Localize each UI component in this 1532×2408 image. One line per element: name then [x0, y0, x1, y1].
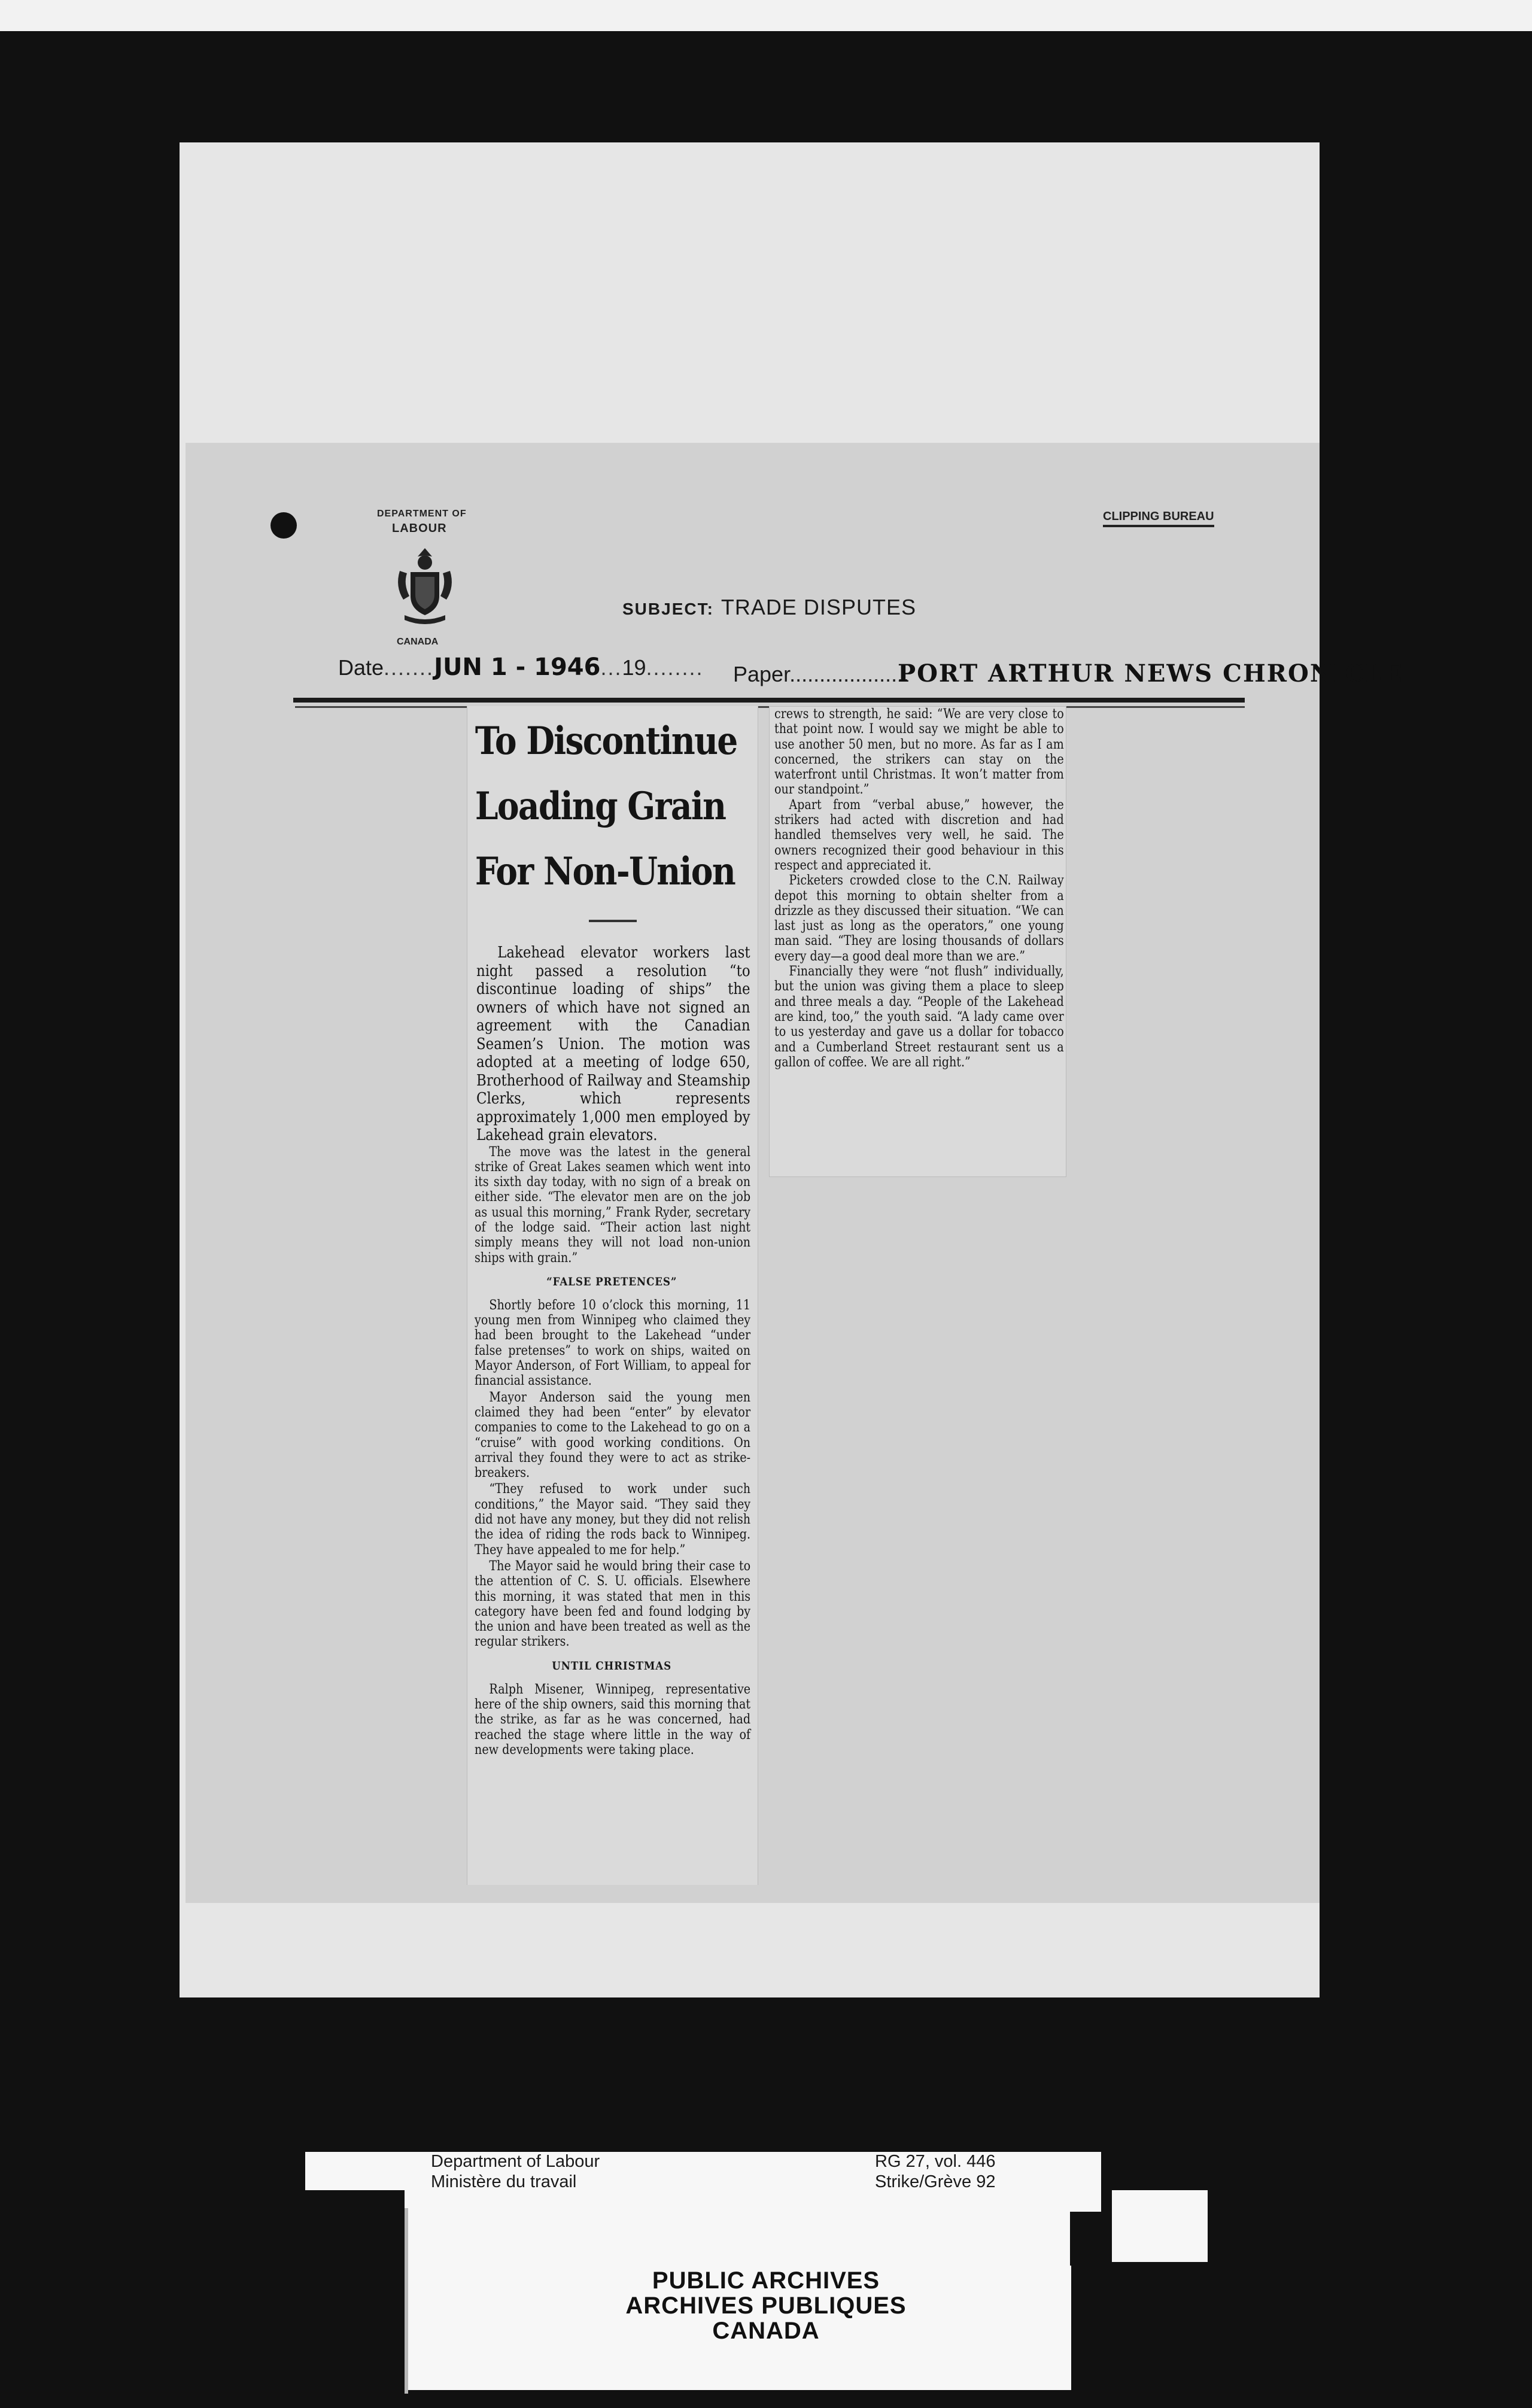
form-rule — [293, 698, 1245, 703]
article-paragraph: Financially they were “not flush” individually, but the union was giving them a place to sleep and three meals a day. “People of the Lakehead are kind, too,” the youth said. “A lady came over to us yesterday and gave us a dollar for tobacco and a Cumberland Street restaurant sent us a gallon of coffee. We are all right.” — [774, 964, 1064, 1070]
article-paragraph: crews to strength, he said: “We are very close to that point now. I would say we might be able to use another 50 men, but no more. As far as I am concerned, the strikers can stay on the waterfront until Christmas. It won’t matter from our standpoint.” — [774, 707, 1064, 798]
headline-line: Loading Grain — [475, 784, 726, 829]
archive-card-tab — [1112, 2190, 1208, 2262]
archive-dept-en: Department of Labour — [431, 2152, 600, 2171]
subject-value: TRADE DISPUTES — [721, 595, 916, 619]
article-clipping-column-1 — [467, 706, 758, 1885]
archive-dept-fr: Ministère du travail — [431, 2172, 577, 2191]
archive-card-notch — [1070, 2212, 1112, 2266]
subject-label: SUBJECT: — [622, 600, 714, 618]
department-label: DEPARTMENT OF — [377, 509, 467, 519]
article-paragraph: The Mayor said he would bring their case to the attention of C. S. U. officials. Elsewhere this morning, it was stated that men in this category have been fed and found lodging by the union and have been treated as well as the regular strikers. — [475, 1558, 751, 1650]
film-top-strip — [0, 0, 1532, 31]
article-paragraph: Shortly before 10 o’clock this morning, 11 young men from Winnipeg who claimed they had been brought to the Lakehead “under false pretenses” to work on ships, waited on Mayor Anderson, of Fort William, to appeal for financial assistance. — [475, 1297, 751, 1389]
article-paragraph: Picketers crowded close to the C.N. Railway depot this morning to obtain shelter from a drizzle as they discussed their situation. “We can last just as long as the operators,” one young man said. “They are losing thousands of dollars every day—a good deal more than we are.” — [774, 873, 1064, 964]
paper-field: Paper.................... — [733, 662, 910, 686]
year-prefix: 19 — [622, 655, 646, 680]
article-paragraph: Ralph Misener, Winnipeg, representative here of the ship owners, said this morning that the strike, as far as he was concerned, had reached the stage where little in the way of new developments were taking place. — [475, 1682, 751, 1758]
canada-title: CANADA — [712, 2318, 820, 2344]
date-label: Date — [338, 655, 384, 680]
headline-line: For Non-Union — [475, 849, 735, 894]
punch-hole — [270, 512, 297, 539]
article-subhead: “FALSE PRETENCES” — [546, 1275, 677, 1288]
article-paragraph: The move was the latest in the general strike of Great Lakes seamen which went into its sixth day today, with no sign of a break on either side. “The elevator men are on the job as usual this morning,” Frank Ryder, secretary of the lodge said. “Their action last night simply means they will not load non-union ships with grain.” — [475, 1144, 751, 1266]
date-stamp: JUN 1 - 1946 — [434, 653, 601, 681]
paper-label: Paper — [733, 662, 790, 686]
labour-label: LABOUR — [392, 522, 447, 535]
article-paragraph: Mayor Anderson said the young men claimed they had been “enter” by elevator companies to come to the Lakehead to go on a “cruise” with good working conditions. On arrival they found they were to act as strike-breakers. — [475, 1390, 751, 1481]
headline-divider — [589, 920, 637, 922]
article-paragraph: Apart from “verbal abuse,” however, the strikers had acted with discretion and had handled themselves very well, he said. The owners recognized their good behaviour in this respect and appreciated it. — [774, 797, 1064, 873]
date-field: Date.......JUN 1 - 1946...19........ — [338, 653, 704, 681]
clipping-form — [186, 443, 1403, 1903]
headline-line: To Discontinue — [475, 719, 737, 764]
article-clipping-column-2 — [769, 706, 1066, 1177]
article-subhead: UNTIL CHRISTMAS — [552, 1659, 672, 1673]
clipping-bureau-label: CLIPPING BUREAU — [1103, 510, 1214, 527]
archive-strike-number: Strike/Grève 92 — [875, 2172, 996, 2191]
paper-stamp: PORT ARTHUR NEWS CHRONICLE — [898, 659, 1403, 688]
subject-field — [622, 595, 916, 620]
archives-publiques-title: ARCHIVES PUBLIQUES — [625, 2293, 907, 2319]
article-lead: Lakehead elevator workers last night passed a resolution “to discontinue loading of ships” the owners of which have not signed an agreement with the Canadian Seamen’s Union. The motion was adopted at a meeting of lodge 650, Brotherhood of Railway and Steamship Clerks, which represents approximately 1,000 men employed by Lakehead grain elevators. — [476, 944, 750, 1144]
article-paragraph: “They refused to work under such conditions,” the Mayor said. “They said they did not have any money, but they did not relish the idea of riding the rods back to Winnipeg. They have appealed to me for help.” — [475, 1482, 751, 1558]
canada-label: CANADA — [397, 637, 439, 647]
archive-reference: RG 27, vol. 446 — [875, 2152, 996, 2171]
coat-of-arms-icon — [389, 545, 461, 628]
public-archives-title: PUBLIC ARCHIVES — [652, 2267, 880, 2294]
article-headline — [467, 706, 737, 904]
